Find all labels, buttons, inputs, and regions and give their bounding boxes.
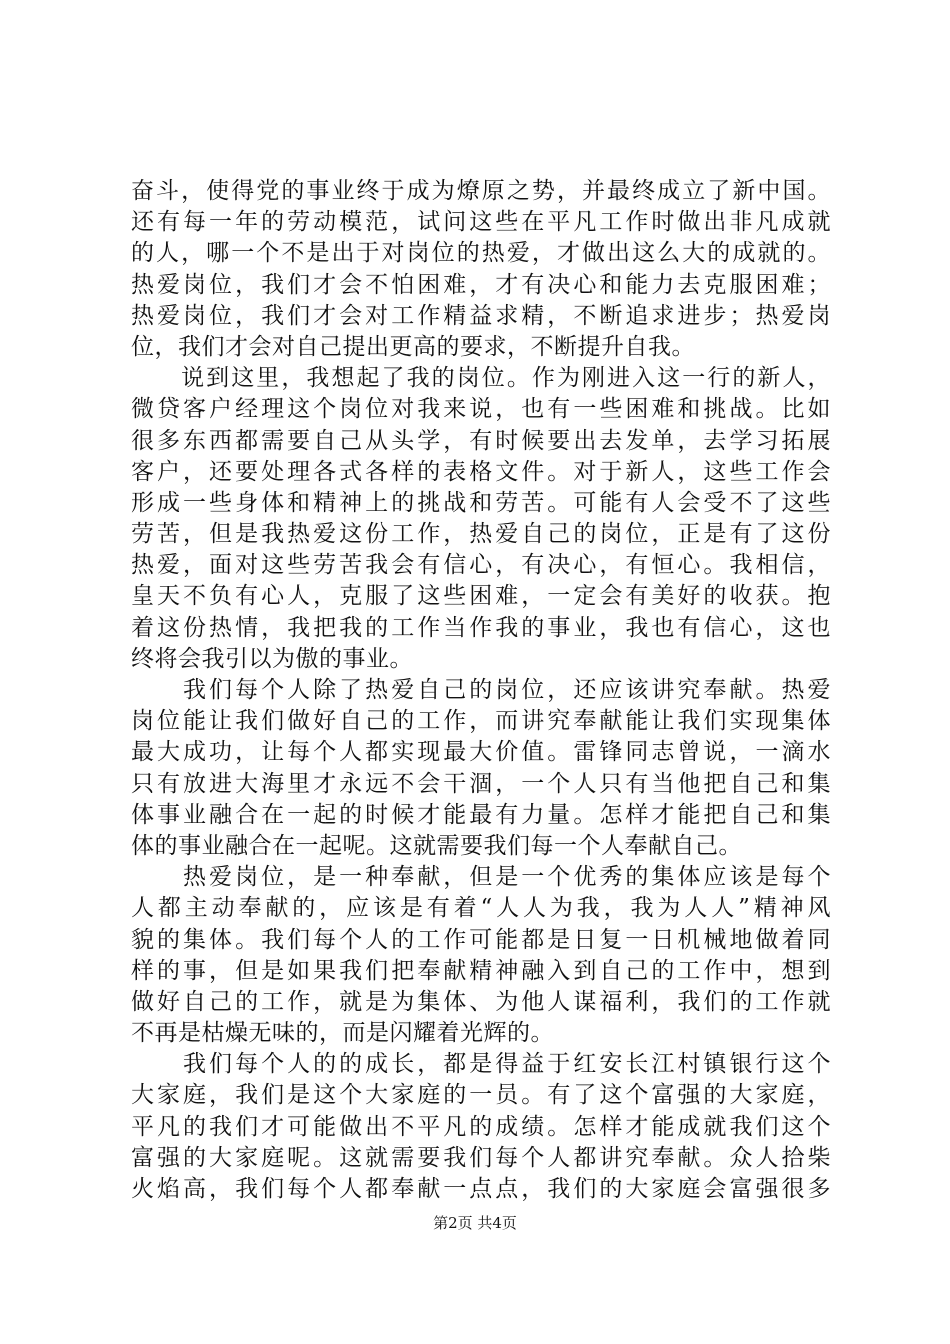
text-line: 热爱岗位，我们才会对工作精益求精，不断追求进步；热爱岗 (131, 302, 831, 329)
text-line: 我们每个人除了热爱自己的岗位，还应该讲究奉献。热爱 (131, 677, 831, 703)
text-line: 位，我们才会对自己提出更高的要求，不断提升自我。 (131, 333, 695, 360)
text-line: 热爱岗位，是一种奉献，但是一个优秀的集体应该是每个 (131, 864, 831, 891)
text-line: 貌的集体。我们每个人的工作可能都是日复一日机械地做着同 (131, 926, 831, 953)
text-line: 说到这里，我想起了我的岗位。作为刚进入这一行的新人， (131, 365, 831, 392)
text-line: 劳苦，但是我热爱这份工作，热爱自己的岗位，正是有了这份 (131, 521, 831, 548)
text-line: 奋斗，使得党的事业终于成为燎原之势，并最终成立了新中国。 (131, 178, 831, 204)
text-line: 皇天不负有心人，克服了这些困难，一定会有美好的收获。抱 (131, 583, 831, 610)
text-line: 岗位能让我们做好自己的工作，而讲究奉献能让我们实现集体 (131, 708, 831, 735)
text-line: 体事业融合在一起的时候才能最有力量。怎样才能把自己和集 (131, 801, 831, 828)
text-line: 样的事，但是如果我们把奉献精神融入到自己的工作中，想到 (131, 957, 831, 984)
text-line: 只有放进大海里才永远不会干涸，一个人只有当他把自己和集 (131, 770, 831, 797)
text-line: 平凡的我们才可能做出不平凡的成绩。怎样才能成就我们这个 (131, 1113, 831, 1140)
text-line: 大家庭，我们是这个大家庭的一员。有了这个富强的大家庭， (131, 1082, 831, 1109)
text-line: 我们每个人的的成长，都是得益于红安长江村镇银行这个 (131, 1051, 831, 1078)
text-line: 客户，还要处理各式各样的表格文件。对于新人，这些工作会 (131, 458, 831, 485)
body-text (131, 176, 831, 1205)
text-line: 富强的大家庭呢。这就需要我们每个人都讲究奉献。众人拾柴 (131, 1144, 831, 1171)
text-line: 人都主动奉献的，应该是有着“人人为我，我为人人”精神风 (131, 895, 831, 922)
text-line: 还有每一年的劳动模范，试问这些在平凡工作时做出非凡成就 (131, 209, 831, 236)
text-line: 火焰高，我们每个人都奉献一点点，我们的大家庭会富强很多 (131, 1176, 831, 1202)
text-line: 终将会我引以为傲的事业。 (131, 645, 413, 672)
text-line: 的人，哪一个不是出于对岗位的热爱，才做出这么大的成就的。 (131, 240, 831, 267)
text-line: 不再是枯燥无味的，而是闪耀着光辉的。 (131, 1020, 554, 1047)
text-line: 着这份热情，我把我的工作当作我的事业，我也有信心，这也 (131, 614, 831, 641)
page-footer: 第2页 共4页 (433, 1214, 517, 1232)
text-line: 很多东西都需要自己从头学，有时候要出去发单，去学习拓展 (131, 427, 831, 454)
text-line: 形成一些身体和精神上的挑战和劳苦。可能有人会受不了这些 (131, 489, 831, 516)
text-line: 微贷客户经理这个岗位对我来说，也有一些困难和挑战。比如 (131, 396, 831, 423)
text-line: 做好自己的工作，就是为集体、为他人谋福利，我们的工作就 (131, 988, 831, 1015)
text-line: 体的事业融合在一起呢。这就需要我们每一个人奉献自己。 (131, 832, 742, 859)
text-line: 最大成功，让每个人都实现最大价值。雷锋同志曾说，一滴水 (131, 739, 831, 766)
text-line: 热爱，面对这些劳苦我会有信心，有决心，有恒心。我相信， (131, 552, 831, 579)
text-line: 热爱岗位，我们才会不怕困难，才有决心和能力去克服困难； (131, 271, 831, 298)
